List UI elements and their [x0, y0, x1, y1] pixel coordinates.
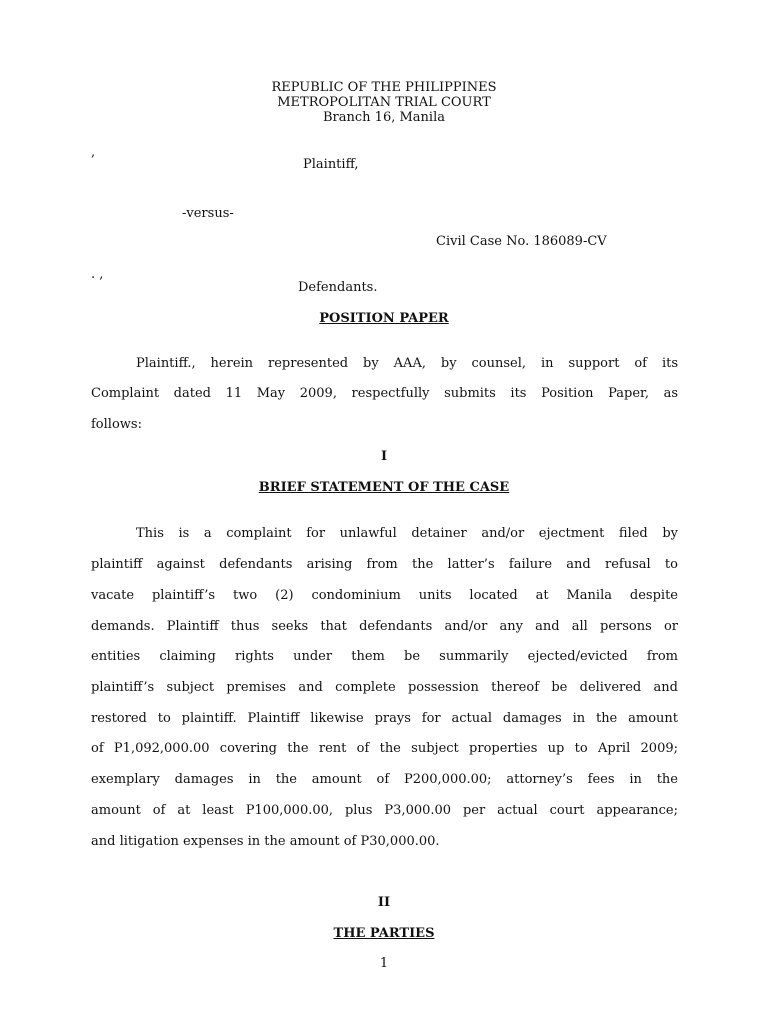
- case-statement-line: This is a complaint for unlawful detainer and/or ejectment filed by: [136, 526, 678, 541]
- section-1-heading: BRIEF STATEMENT OF THE CASE: [258, 480, 510, 495]
- versus-label: -versus-: [182, 206, 234, 221]
- case-statement-line: entities claiming rights under them be summarily ejected/evicted from: [91, 649, 678, 664]
- case-statement-line: restored to plaintiff. Plaintiff likewise prays for actual damages in the amount: [91, 711, 678, 726]
- document-title: POSITION PAPER: [319, 311, 449, 326]
- defendant-name-blank: . ,: [91, 267, 104, 282]
- case-number: Civil Case No. 186089-CV: [436, 234, 607, 249]
- header-branch: Branch 16, Manila: [323, 110, 445, 125]
- header-republic: REPUBLIC OF THE PHILIPPINES: [271, 80, 497, 95]
- intro-line-1: Plaintiff., herein represented by AAA, by counsel, in support of its: [136, 356, 678, 371]
- section-2-heading: THE PARTIES: [333, 926, 435, 941]
- plaintiff-label: Plaintiff,: [303, 157, 359, 172]
- case-statement-line: exemplary damages in the amount of P200,000.00; attorney’s fees in the: [91, 772, 678, 787]
- case-statement-line: and litigation expenses in the amount of P30,000.00.: [91, 834, 440, 849]
- header-court: METROPOLITAN TRIAL COURT: [277, 95, 491, 110]
- case-statement-line: plaintiff against defendants arising from the latter’s failure and refusal to: [91, 557, 678, 572]
- section-1-numeral: I: [380, 449, 388, 464]
- case-statement-line: amount of at least P100,000.00, plus P3,000.00 per actual court appearance;: [91, 803, 678, 818]
- plaintiff-name-blank: ,: [91, 145, 96, 160]
- intro-line-2: Complaint dated 11 May 2009, respectfully submits its Position Paper, as: [91, 386, 678, 401]
- section-2-numeral: II: [377, 895, 391, 910]
- case-statement-line: of P1,092,000.00 covering the rent of the subject properties up to April 2009;: [91, 741, 678, 756]
- intro-line-3: follows:: [91, 417, 142, 432]
- case-statement-line: plaintiff’s subject premises and complete possession thereof be delivered and: [91, 680, 678, 695]
- case-statement-line: vacate plaintiff’s two (2) condominium units located at Manila despite: [91, 588, 678, 603]
- defendants-label: Defendants.: [298, 280, 378, 295]
- case-statement-line: demands. Plaintiff thus seeks that defendants and/or any and all persons or: [91, 619, 678, 634]
- page-number: 1: [379, 956, 389, 971]
